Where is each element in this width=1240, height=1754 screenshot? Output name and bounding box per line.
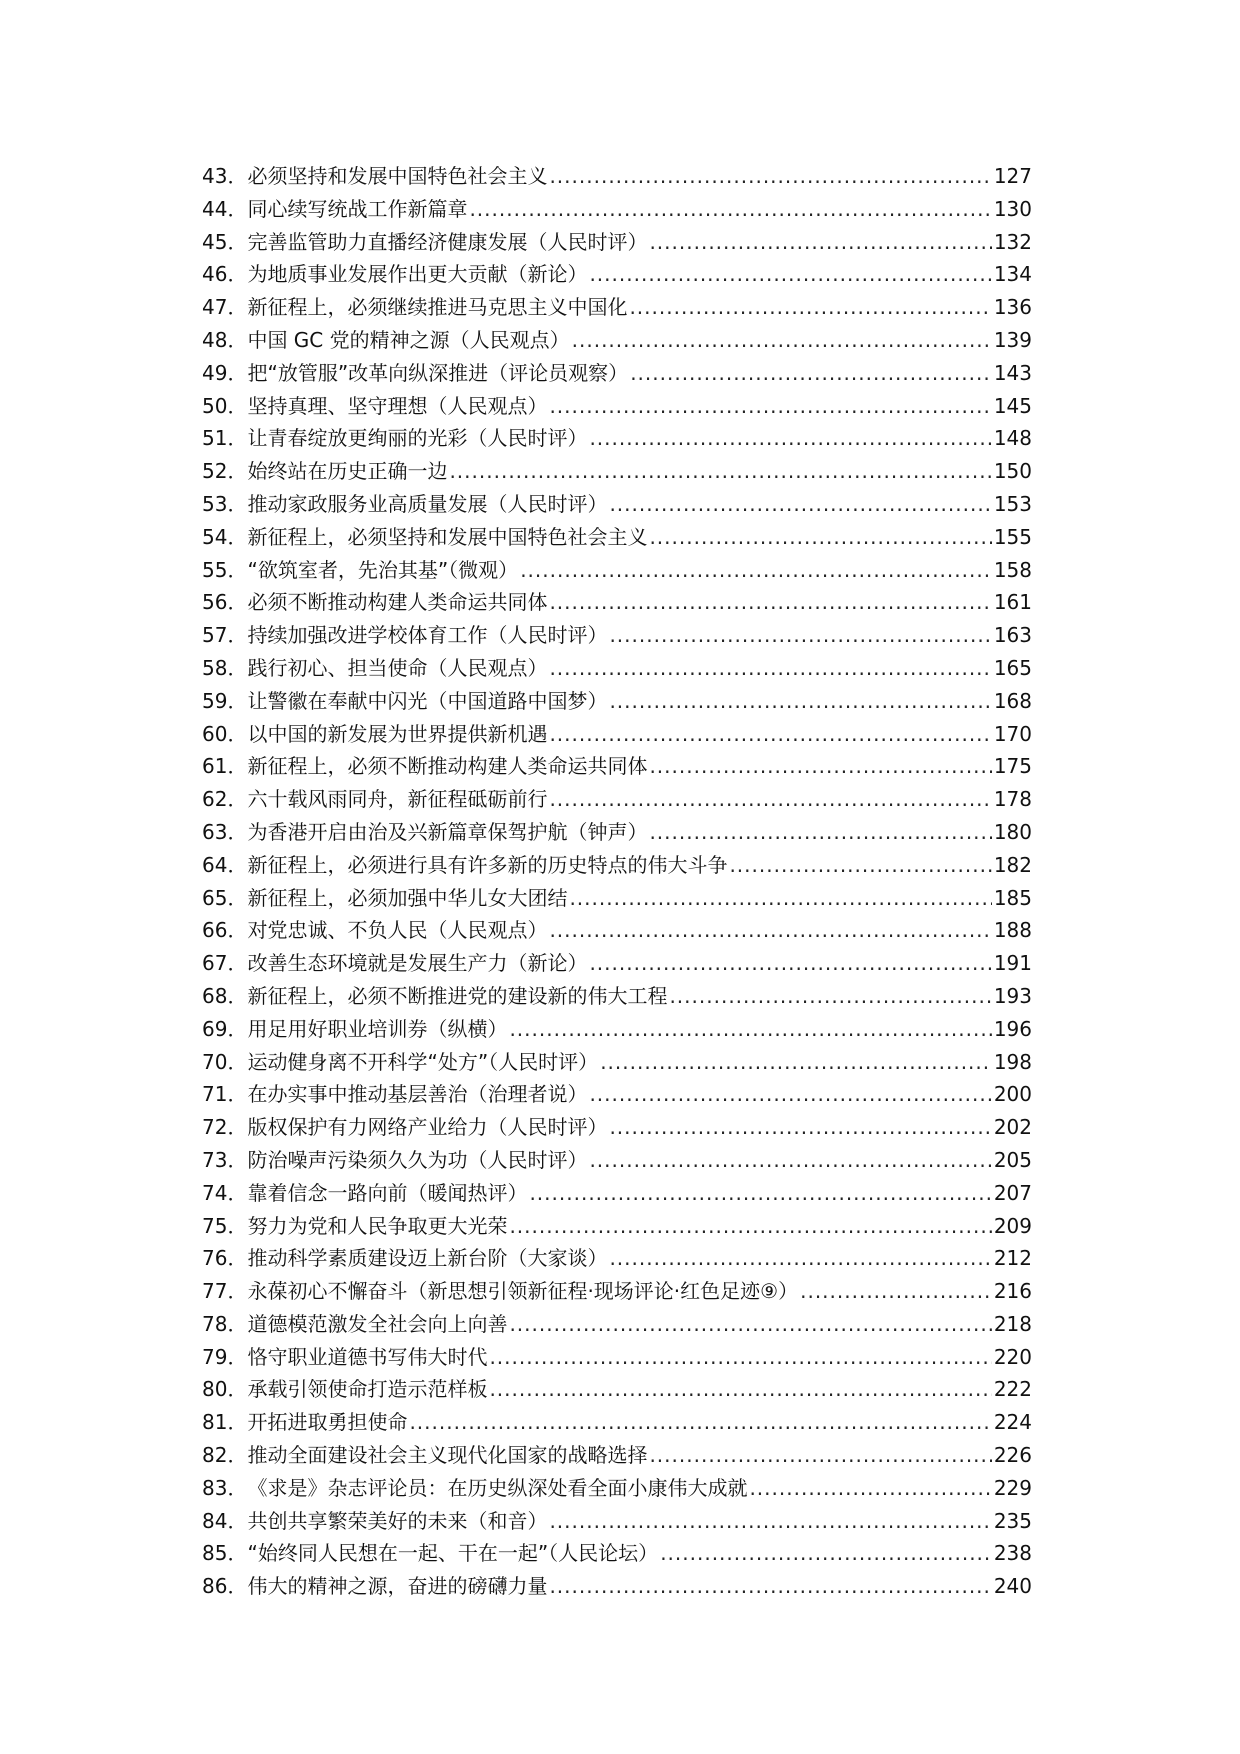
toc-entry-page-number: 143 (993, 360, 1032, 385)
toc-entry-number: 44． (202, 196, 248, 221)
toc-dot-leader (649, 816, 991, 849)
toc-entry-page-number: 240 (993, 1574, 1032, 1599)
toc-entry-number: 64． (202, 852, 248, 877)
toc-dot-leader (630, 357, 992, 390)
toc-entry[interactable] (202, 980, 1032, 1013)
toc-entry-number: 69． (202, 1016, 248, 1041)
toc-entry[interactable] (202, 554, 1032, 587)
toc-entry[interactable] (202, 291, 1032, 324)
toc-entry-number: 63． (202, 819, 248, 844)
toc-dot-leader (749, 1472, 991, 1505)
toc-entry[interactable] (202, 1210, 1032, 1243)
toc-entry-page-number: 218 (993, 1311, 1032, 1336)
toc-dot-leader (489, 1341, 991, 1374)
toc-entry-page-number: 168 (993, 688, 1032, 713)
toc-dot-leader (549, 160, 991, 193)
toc-entry-title: 改善生态环境就是发展生产力（新论） (247, 951, 588, 976)
toc-entry[interactable] (202, 455, 1032, 488)
toc-entry-number: 50． (202, 393, 248, 418)
toc-entry-page-number: 130 (993, 196, 1032, 221)
toc-entry-number: 49． (202, 360, 248, 385)
toc-dot-leader (609, 1242, 991, 1275)
toc-dot-leader (649, 750, 991, 783)
toc-entry-number: 58． (202, 655, 248, 680)
toc-dot-leader (589, 1144, 991, 1177)
toc-dot-leader (589, 422, 991, 455)
toc-entry-page-number: 216 (993, 1279, 1032, 1304)
toc-entry-page-number: 238 (993, 1541, 1032, 1566)
toc-dot-leader (589, 947, 991, 980)
toc-entry[interactable] (202, 652, 1032, 685)
toc-entry-page-number: 185 (993, 885, 1032, 910)
toc-entry-title: 对党忠诚、不负人民（人民观点） (247, 918, 548, 943)
toc-entry-page-number: 182 (993, 852, 1032, 877)
toc-entry-page-number: 191 (993, 951, 1032, 976)
toc-entry[interactable] (202, 1046, 1032, 1079)
toc-dot-leader (649, 1439, 991, 1472)
toc-entry-page-number: 198 (993, 1049, 1032, 1074)
toc-dot-leader (549, 1570, 991, 1603)
toc-entry-title: “始终同人民想在一起、干在一起”（人民论坛） (247, 1541, 659, 1566)
toc-entry-title: 以中国的新发展为世界提供新机遇 (247, 721, 548, 746)
toc-entry-title: 新征程上，必须不断推动构建人类命运共同体 (247, 754, 648, 779)
toc-entry[interactable] (202, 1406, 1032, 1439)
toc-entry-number: 78． (202, 1311, 248, 1336)
toc-entry-page-number: 222 (993, 1377, 1032, 1402)
toc-entry-title: 新征程上，必须不断推进党的建设新的伟大工程 (247, 983, 668, 1008)
toc-entry-number: 68． (202, 983, 248, 1008)
toc-entry[interactable] (202, 718, 1032, 751)
toc-entry-page-number: 127 (993, 164, 1032, 188)
toc-entry-number: 48． (202, 327, 248, 352)
toc-entry[interactable] (202, 750, 1032, 783)
toc-dot-leader (669, 980, 991, 1013)
toc-entry-title: 坚持真理、坚守理想（人民观点） (247, 393, 548, 418)
toc-entry-number: 54． (202, 524, 248, 549)
toc-entry-number: 62． (202, 787, 248, 812)
toc-entry-title: 推动家政服务业高质量发展（人民时评） (247, 491, 608, 516)
toc-entry-title: 在办实事中推动基层善治（治理者说） (247, 1082, 588, 1107)
toc-dot-leader (800, 1275, 992, 1308)
toc-entry-title: 防治噪声污染须久久为功（人民时评） (247, 1147, 588, 1172)
toc-entry[interactable] (202, 619, 1032, 652)
toc-entry-title: 承载引领使命打造示范样板 (247, 1377, 488, 1402)
toc-entry-title: 永葆初心不懈奋斗（新思想引领新征程·现场评论·红色足迹⑨） (247, 1279, 799, 1304)
toc-entry[interactable] (202, 1308, 1032, 1341)
toc-entry[interactable] (202, 1341, 1032, 1374)
toc-dot-leader (449, 455, 991, 488)
toc-entry-number: 67． (202, 951, 248, 976)
toc-entry-number: 59． (202, 688, 248, 713)
toc-dot-leader (649, 521, 991, 554)
toc-dot-leader (629, 291, 991, 324)
toc-dot-leader (609, 1111, 991, 1144)
toc-entry-page-number: 148 (993, 426, 1032, 451)
toc-entry-page-number: 145 (993, 393, 1032, 418)
toc-entry-page-number: 155 (993, 524, 1032, 549)
toc-entry-number: 45． (202, 229, 248, 254)
toc-dot-leader (600, 1046, 992, 1079)
toc-dot-leader (549, 586, 991, 619)
toc-dot-leader (609, 685, 991, 718)
toc-entry-number: 80． (202, 1377, 248, 1402)
toc-entry-title: 新征程上，必须坚持和发展中国特色社会主义 (247, 524, 648, 549)
toc-entry-page-number: 150 (993, 459, 1032, 484)
toc-entry-title: 六十载风雨同舟，新征程砥砺前行 (247, 787, 548, 812)
toc-entry-title: 推动全面建设社会主义现代化国家的战略选择 (247, 1443, 648, 1468)
toc-entry-title: 完善监管助力直播经济健康发展（人民时评） (247, 229, 648, 254)
toc-dot-leader (529, 1177, 991, 1210)
toc-entry-title: 开拓进取勇担使命 (247, 1410, 408, 1435)
toc-entry[interactable] (202, 390, 1032, 423)
toc-entry-title: 同心续写统战工作新篇章 (247, 196, 468, 221)
toc-dot-leader (489, 1373, 991, 1406)
toc-entry-page-number: 196 (993, 1016, 1032, 1041)
toc-entry-title: 为香港开启由治及兴新篇章保驾护航（钟声） (247, 819, 648, 844)
toc-entry-page-number: 153 (993, 491, 1032, 516)
toc-dot-leader (589, 258, 991, 291)
toc-entry-title: 为地质事业发展作出更大贡献（新论） (247, 262, 588, 287)
toc-entry-page-number: 235 (993, 1508, 1032, 1533)
toc-dot-leader (509, 1308, 991, 1341)
toc-dot-leader (549, 718, 991, 751)
toc-entry-number: 52． (202, 459, 248, 484)
toc-entry-title: 运动健身离不开科学“处方”（人民时评） (247, 1049, 599, 1074)
toc-entry-page-number: 220 (993, 1344, 1032, 1369)
toc-entry[interactable] (202, 882, 1032, 915)
toc-entry-page-number: 205 (993, 1147, 1032, 1172)
toc-entry[interactable] (202, 422, 1032, 455)
toc-entry[interactable] (202, 1472, 1032, 1505)
toc-entry-number: 43． (202, 164, 248, 188)
toc-entry-title: 让青春绽放更绚丽的光彩（人民时评） (247, 426, 588, 451)
toc-dot-leader (409, 1406, 991, 1439)
toc-dot-leader (549, 390, 991, 423)
toc-entry-page-number: 202 (993, 1115, 1032, 1140)
toc-entry-number: 72． (202, 1115, 248, 1140)
toc-entry-page-number: 209 (993, 1213, 1032, 1238)
toc-entry[interactable] (202, 1013, 1032, 1046)
toc-dot-leader (469, 193, 991, 226)
toc-entry-number: 75． (202, 1213, 248, 1238)
toc-dot-leader (609, 619, 991, 652)
toc-entry-title: 道德模范激发全社会向上向善 (247, 1311, 508, 1336)
toc-entry-page-number: 224 (993, 1410, 1032, 1435)
toc-entry-number: 70． (202, 1049, 248, 1074)
toc-entry-page-number: 229 (993, 1475, 1032, 1500)
toc-entry-title: 必须坚持和发展中国特色社会主义 (247, 164, 548, 188)
toc-entry[interactable] (202, 226, 1032, 259)
toc-entry-page-number: 134 (993, 262, 1032, 287)
toc-entry-title: 践行初心、担当使命（人民观点） (247, 655, 548, 680)
toc-entry-title: 《求是》杂志评论员：在历史纵深处看全面小康伟大成就 (247, 1475, 748, 1500)
toc-entry-title: 努力为党和人民争取更大光荣 (247, 1213, 508, 1238)
toc-entry-number: 51． (202, 426, 248, 451)
toc-entry[interactable] (202, 1078, 1032, 1111)
toc-entry[interactable] (202, 488, 1032, 521)
toc-entry-title: 持续加强改进学校体育工作（人民时评） (247, 623, 608, 648)
toc-dot-leader (609, 488, 991, 521)
toc-entry-number: 74． (202, 1180, 248, 1205)
toc-entry-number: 84． (202, 1508, 248, 1533)
toc-entry-page-number: 226 (993, 1443, 1032, 1468)
toc-dot-leader (549, 783, 991, 816)
toc-dot-leader (572, 324, 992, 357)
toc-entry-page-number: 180 (993, 819, 1032, 844)
table-of-contents (202, 160, 1032, 1603)
toc-dot-leader (549, 914, 991, 947)
toc-entry-number: 81． (202, 1410, 248, 1435)
toc-entry[interactable] (202, 947, 1032, 980)
toc-entry-page-number: 163 (993, 623, 1032, 648)
toc-entry-title: 必须不断推动构建人类命运共同体 (247, 590, 548, 615)
toc-entry-title: 恪守职业道德书写伟大时代 (247, 1344, 488, 1369)
toc-entry-number: 76． (202, 1246, 248, 1271)
toc-entry-page-number: 212 (993, 1246, 1032, 1271)
toc-entry-page-number: 161 (993, 590, 1032, 615)
toc-dot-leader (649, 226, 991, 259)
toc-entry[interactable] (202, 783, 1032, 816)
toc-entry-title: 让警徽在奉献中闪光（中国道路中国梦） (247, 688, 608, 713)
toc-entry-page-number: 165 (993, 655, 1032, 680)
toc-entry-title: 共创共享繁荣美好的未来（和音） (247, 1508, 548, 1533)
toc-dot-leader (660, 1537, 992, 1570)
toc-entry[interactable] (202, 1275, 1032, 1308)
toc-entry[interactable] (202, 1505, 1032, 1538)
toc-entry[interactable] (202, 1242, 1032, 1275)
toc-entry-title: 推动科学素质建设迈上新台阶（大家谈） (247, 1246, 608, 1271)
toc-entry[interactable] (202, 849, 1032, 882)
toc-entry-page-number: 207 (993, 1180, 1032, 1205)
toc-dot-leader (549, 1505, 991, 1538)
toc-entry[interactable] (202, 1537, 1032, 1570)
toc-entry-number: 83． (202, 1475, 248, 1500)
toc-entry-page-number: 158 (993, 557, 1032, 582)
toc-entry[interactable] (202, 1373, 1032, 1406)
toc-entry-number: 71． (202, 1082, 248, 1107)
toc-entry-page-number: 139 (993, 327, 1032, 352)
toc-entry[interactable] (202, 1439, 1032, 1472)
toc-entry[interactable] (202, 521, 1032, 554)
toc-entry-page-number: 132 (993, 229, 1032, 254)
toc-entry-page-number: 175 (993, 754, 1032, 779)
toc-entry-number: 65． (202, 885, 248, 910)
toc-entry-title: 伟大的精神之源，奋进的磅礴力量 (247, 1574, 548, 1599)
toc-entry[interactable] (202, 586, 1032, 619)
toc-entry[interactable] (202, 816, 1032, 849)
toc-entry-page-number: 136 (993, 295, 1032, 320)
toc-dot-leader (509, 1210, 991, 1243)
toc-entry-title: 中国 GC 党的精神之源（人民观点） (247, 327, 570, 352)
toc-dot-leader (589, 1078, 991, 1111)
toc-entry-title: “欲筑室者，先治其基”（微观） (247, 557, 519, 582)
toc-dot-leader (729, 849, 991, 882)
toc-entry-number: 56． (202, 590, 248, 615)
toc-dot-leader (549, 652, 991, 685)
toc-entry-number: 66． (202, 918, 248, 943)
toc-entry-number: 60． (202, 721, 248, 746)
toc-entry-title: 新征程上，必须继续推进马克思主义中国化 (247, 295, 628, 320)
toc-entry-number: 55． (202, 557, 248, 582)
toc-entry-title: 新征程上，必须进行具有许多新的历史特点的伟大斗争 (247, 852, 728, 877)
toc-entry-number: 79． (202, 1344, 248, 1369)
toc-entry[interactable] (202, 1111, 1032, 1144)
toc-entry-page-number: 193 (993, 983, 1032, 1008)
toc-entry-title: 版权保护有力网络产业给力（人民时评） (247, 1115, 608, 1140)
toc-entry-number: 85． (202, 1541, 248, 1566)
toc-entry-page-number: 178 (993, 787, 1032, 812)
toc-entry-number: 57． (202, 623, 248, 648)
toc-entry-title: 新征程上，必须加强中华儿女大团结 (247, 885, 568, 910)
toc-entry-page-number: 170 (993, 721, 1032, 746)
toc-entry-page-number: 200 (993, 1082, 1032, 1107)
toc-entry[interactable] (202, 1177, 1032, 1210)
toc-entry-title: 用足用好职业培训券（纵横） (247, 1016, 508, 1041)
toc-dot-leader (520, 554, 992, 587)
toc-entry[interactable] (202, 258, 1032, 291)
toc-entry[interactable] (202, 685, 1032, 718)
toc-entry[interactable] (202, 914, 1032, 947)
toc-entry-number: 61． (202, 754, 248, 779)
toc-entry-number: 46． (202, 262, 248, 287)
toc-entry[interactable] (202, 160, 1032, 193)
toc-entry-title: 把“放管服”改革向纵深推进（评论员观察） (247, 360, 629, 385)
toc-entry-number: 86． (202, 1574, 248, 1599)
toc-entry[interactable] (202, 1570, 1032, 1603)
toc-entry-page-number: 188 (993, 918, 1032, 943)
toc-entry-number: 82． (202, 1443, 248, 1468)
toc-dot-leader (509, 1013, 991, 1046)
toc-entry[interactable] (202, 357, 1032, 390)
toc-dot-leader (569, 882, 991, 915)
toc-entry-number: 47． (202, 295, 248, 320)
toc-entry-title: 靠着信念一路向前（暖闻热评） (247, 1180, 528, 1205)
toc-entry-number: 53． (202, 491, 248, 516)
toc-entry[interactable] (202, 324, 1032, 357)
toc-entry-number: 77． (202, 1279, 248, 1304)
toc-entry-title: 始终站在历史正确一边 (247, 459, 448, 484)
toc-entry[interactable] (202, 193, 1032, 226)
toc-entry[interactable] (202, 1144, 1032, 1177)
toc-entry-number: 73． (202, 1147, 248, 1172)
